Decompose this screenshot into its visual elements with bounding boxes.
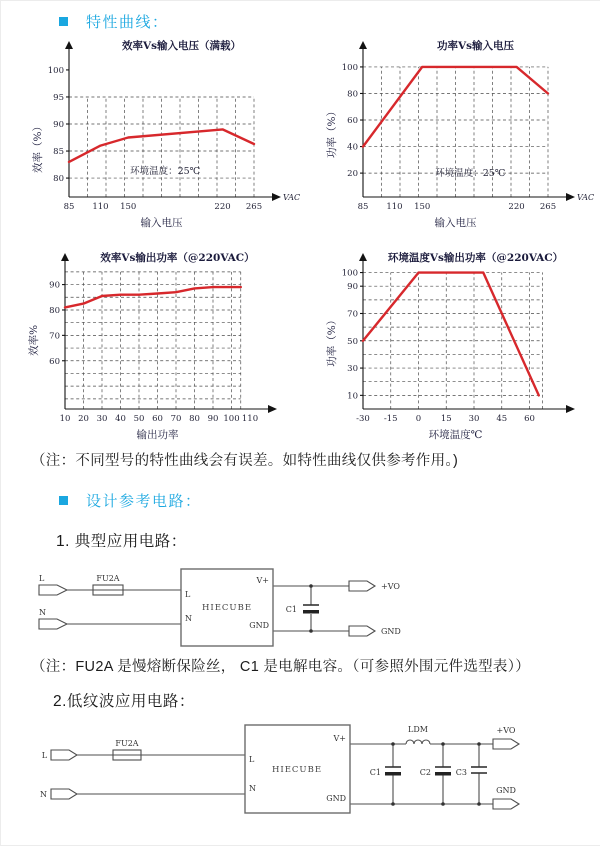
chart-efficiency-vs-output-power [25,249,300,450]
junction-dot [309,629,313,633]
y-tick-label: 30 [347,364,358,375]
fuse-symbol [93,585,123,595]
x-tick-label: 80 [189,414,200,424]
output-terminal-vo [493,739,519,749]
x-axis-label: 输入电压 [434,217,477,229]
x-tick-label: 20 [78,414,89,424]
chart-title: 功率Vs输入电压 [436,40,515,52]
y-tick-label: 60 [347,116,358,127]
x-tick-label: 30 [96,414,108,424]
junction-dot [441,802,445,806]
capacitor-c1-symbol [303,605,319,614]
inductor-label: LDM [408,725,428,734]
inductor-symbol [406,740,430,744]
output-terminal-gnd [493,799,519,809]
capacitor-c1-label: C1 [285,605,297,614]
x-tick-label: 220 [214,202,231,212]
x-tick-label: 150 [414,202,431,212]
capacitor-c1-label: C1 [369,768,381,777]
input-n-label: N [39,608,46,617]
x-axis-label: 输出功率 [136,429,179,441]
fuse-symbol [113,750,141,760]
capacitor-c2-symbol [435,767,451,776]
x-tick-label: 50 [133,414,145,424]
y-axis-label: 功率（%） [326,314,338,367]
chart-ambient-temp-vs-output-power [323,249,598,450]
capacitor-c2-label: C2 [419,768,431,777]
module-label: HIECUBE [271,765,323,775]
y-tick-label: 80 [53,174,64,185]
x-tick-label: -15 [383,414,398,424]
chart-power-vs-input-voltage-svg [323,37,598,233]
x-tick-label: 40 [115,414,126,424]
x-tick-label: 85 [63,202,75,212]
chart-efficiency-vs-output-power-curve [65,287,241,307]
junction-dot [391,742,395,746]
x-tick-label: 60 [524,414,535,424]
y-tick-label: 100 [341,62,358,73]
y-tick-label: 40 [347,142,358,153]
y-axis-label: 效率% [28,324,40,356]
fuse-label: FU2A [96,574,120,583]
junction-dot [477,802,481,806]
x-tick-label: 30 [468,414,480,424]
x-tick-label: 100 [223,414,240,424]
x-tick-label: 110 [386,202,403,212]
typical-circuit-label: 1. 典型应用电路： [56,533,187,550]
section-header-design-circuits [59,490,202,511]
output-terminal-gnd [349,626,375,636]
chart-annotation: 环境温度：25℃ [435,168,506,180]
output-vo-label: +VO [496,726,516,735]
y-tick-label: 100 [341,268,358,279]
chart-efficiency-vs-input-voltage-svg [29,37,304,233]
y-axis-arrow-icon [359,253,367,261]
x-tick-label: 0 [415,414,422,424]
x-unit-label: VAC [577,193,595,202]
y-tick-label: 80 [347,89,358,100]
y-tick-label: 100 [47,65,64,76]
x-tick-label: 15 [440,414,452,424]
junction-dot [441,742,445,746]
x-tick-label: 60 [152,414,163,424]
capacitor-c1-symbol [385,767,401,776]
x-axis-label: 输入电压 [140,217,183,229]
capacitor-c3-label: C3 [455,768,467,777]
x-tick-label: 265 [539,202,557,212]
y-tick-label: 70 [347,309,358,320]
junction-dot [309,584,313,588]
chart-ambient-temp-vs-output-power-svg [323,249,598,445]
x-tick-label: 220 [508,202,525,212]
x-axis-arrow-icon [268,405,277,413]
capacitor-c3-symbol [471,767,487,773]
y-axis-arrow-icon [61,253,69,261]
square-bullet-icon [59,496,68,505]
y-tick-label: 90 [347,282,358,293]
junction-dot [477,742,481,746]
square-bullet-icon [59,17,68,26]
input-terminal-n [39,619,67,629]
y-axis-arrow-icon [65,41,73,49]
pin-n-label: N [249,784,256,793]
x-tick-label: 45 [496,414,508,424]
x-tick-label: 150 [120,202,137,212]
x-tick-label: 70 [170,414,182,424]
y-axis-label: 效率（%） [32,120,44,173]
x-tick-label: 265 [245,202,263,212]
y-tick-label: 10 [347,391,358,402]
y-tick-label: 60 [49,356,60,367]
x-axis-label: 环境温度℃ [428,429,483,441]
x-tick-label: 110 [241,414,259,424]
y-axis-arrow-icon [359,41,367,49]
chart-ambient-temp-vs-output-power-curve [363,273,539,396]
input-l-label: L [39,574,45,583]
fuse-label: FU2A [115,739,139,748]
output-gnd-label: GND [381,627,401,636]
chart-title: 效率Vs输出功率（@220VAC） [100,252,255,264]
pin-gnd-label: GND [326,794,346,803]
pin-vplus-label: V+ [333,734,346,743]
chart-annotation: 环境温度：25℃ [130,166,201,178]
low-ripple-circuit-label: 2.低纹波应用电路： [53,693,195,710]
output-vo-label: +VO [381,582,400,591]
input-terminal-l [51,750,77,760]
x-unit-label: VAC [283,193,301,202]
typical-application-circuit-diagram [31,557,571,669]
pin-l-label: L [249,755,255,764]
y-tick-label: 80 [49,305,60,316]
chart-power-vs-input-voltage [323,37,598,238]
x-tick-label: 10 [59,414,71,424]
chart-efficiency-vs-output-power-svg [25,249,300,445]
circuit1-note: （注：FU2A 是慢熔断保险丝， C1 是电解电容。（可参照外围元件选型表）） [31,659,531,675]
x-tick-label: -30 [356,414,370,424]
pin-vplus-label: V+ [256,576,269,585]
x-axis-arrow-icon [566,193,575,201]
input-terminal-n [51,789,77,799]
pin-l-label: L [185,590,191,599]
section-title-design: 设计参考电路： [86,493,202,510]
junction-dot [391,802,395,806]
x-axis-arrow-icon [272,193,281,201]
chart-efficiency-vs-input-voltage [29,37,304,238]
input-l-label: L [41,751,47,760]
x-tick-label: 85 [357,202,369,212]
output-terminal-vo [349,581,375,591]
y-tick-label: 90 [49,280,60,291]
x-tick-label: 90 [207,414,219,424]
y-tick-label: 95 [53,92,64,103]
chart-title: 环境温度Vs输出功率（@220VAC） [387,252,564,264]
output-gnd-label: GND [496,786,516,795]
section-header-characteristic-curves [59,11,169,32]
curves-note: （注：不同型号的特性曲线会有误差。如特性曲线仅供参考作用。) [31,453,459,469]
y-tick-label: 90 [53,120,64,130]
y-tick-label: 85 [53,147,64,158]
y-tick-label: 20 [347,169,358,180]
x-tick-label: 110 [92,202,109,212]
input-n-label: N [40,790,47,799]
low-ripple-application-circuit-diagram [31,715,571,835]
pin-n-label: N [185,614,192,623]
chart-title: 效率Vs输入电压（满载） [121,40,242,52]
x-axis-arrow-icon [566,405,575,413]
y-tick-label: 50 [347,336,358,347]
y-tick-label: 70 [49,331,60,342]
module-label: HIECUBE [201,603,253,613]
pin-gnd-label: GND [249,621,269,630]
y-axis-label: 功率（%） [326,105,338,158]
input-terminal-l [39,585,67,595]
section-title-curves: 特性曲线： [86,14,169,31]
